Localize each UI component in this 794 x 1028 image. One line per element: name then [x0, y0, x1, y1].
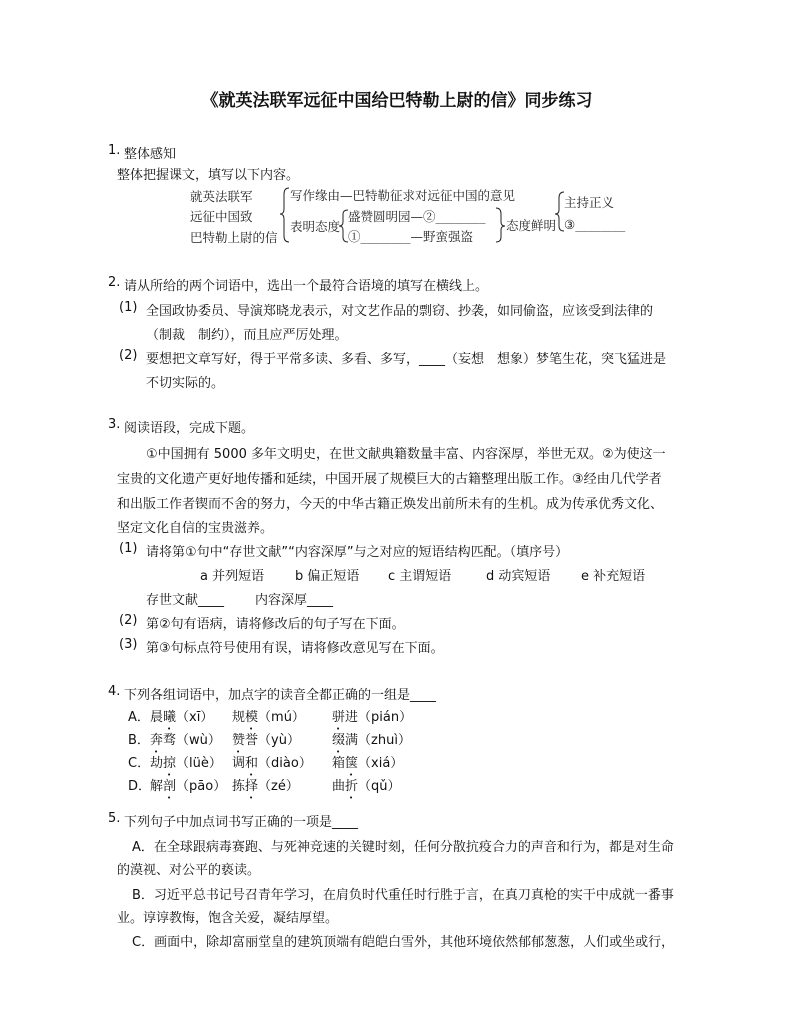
q2-stem: 请从所给的两个词语中，选出一个最符合语境的填写在横线上。 [124, 279, 489, 294]
outline-attitude-label: 表明态度 [290, 219, 341, 234]
q3-option-e: e 补充短语 [581, 569, 646, 584]
q4-word [232, 775, 299, 802]
q3-sub1-text: 请将第①句中“存世文献”“内容深厚”与之对应的短语结构匹配。（填序号） [146, 545, 569, 560]
word-char: 骛 [163, 733, 177, 748]
q3-para-line-4: 坚定文化自信的宝贵滋养。 [117, 521, 274, 536]
q5-option-c-line-1: C．画面中，除却富丽堂皇的建筑顶端有皑皑白雪外，其他环境依然郁郁葱葱，人们或坐或行， [132, 935, 675, 950]
q5-option-b-line-2: 业。谆谆教悔，饱含关爱，凝结厚望。 [117, 911, 339, 926]
q4-option-label: C． [128, 756, 151, 771]
pinyin: （pián） [358, 710, 413, 725]
pinyin: （yù） [258, 733, 300, 748]
q4-option-label: D． [128, 779, 152, 794]
pinyin: （xī） [176, 710, 214, 725]
dotted-char: 折 [345, 779, 359, 794]
q3-sub2-text: 第②句有语病，请将修改后的句子写在下面。 [146, 617, 405, 632]
outline-blank-3: ③________ [564, 217, 626, 232]
q3-option-c: c 主谓短语 [388, 569, 452, 584]
outline-condemn: ①________—野蛮强盗 [348, 229, 474, 244]
q2-item-2-line-1: 要想把文章写好，得于平常多读、多看、多写，____（妄想 想象）梦笔生花，突飞猛进是 [146, 352, 667, 367]
word-char: 誉 [245, 733, 259, 748]
dotted-char: 箧 [345, 756, 359, 771]
dotted-char: 择 [245, 779, 259, 794]
q5-option-a-line-1: A．在全球跟病毒赛跑、与死神竞速的关键时刻，任何分散抗疫合力的声音和行为，都是对生命 [132, 840, 674, 855]
dotted-char: 赞 [232, 733, 246, 748]
q5-number: 5. [108, 811, 121, 826]
pinyin: （diào） [258, 756, 312, 771]
pinyin: （lüè） [176, 756, 222, 771]
q3-fill-1: 存世文献____ [146, 593, 225, 608]
q4-word [150, 775, 226, 802]
q3-option-a: a 并列短语 [200, 569, 265, 584]
outline-attitude-brace [339, 210, 348, 242]
dotted-char: 和 [245, 756, 259, 771]
q3-option-d: d 动宾短语 [486, 569, 551, 584]
q4-word [332, 775, 401, 802]
q2-item-2-number: (2) [119, 348, 138, 363]
q3-fill-2: 内容深厚____ [255, 593, 334, 608]
pinyin: （xiá） [358, 756, 404, 771]
page-title: 《就英法联军远征中国给巴特勒上尉的信》同步练习 [201, 91, 593, 111]
q3-para-line-1: ①中国拥有 5000 多年文明史，在世文献典籍数量丰富、内容深厚，举世无双。②为使这一 [146, 447, 666, 462]
dotted-char: 模 [245, 710, 259, 725]
dotted-char: 奔 [150, 733, 164, 748]
q3-number: 3. [108, 417, 121, 432]
word-char: 满 [345, 733, 359, 748]
q3-sub3-text: 第③句标点符号使用有误，请将修改意见写在下面。 [146, 641, 444, 656]
outline-reason: 写作缘由—巴特勒征求对远征中国的意见 [290, 188, 516, 203]
q4-number: 4. [108, 684, 121, 699]
pinyin: （wù） [176, 733, 221, 748]
outline-closing-brace [496, 208, 505, 242]
q3-para-line-2: 宝贵的文化遗产更好地传播和延续，中国开展了规模巨大的古籍整理出版工作。③经由几代学者 [117, 472, 662, 487]
q4-stem: 下列各组词语中，加点字的读音全都正确的一组是____ [124, 688, 437, 703]
pinyin: （mú） [258, 710, 305, 725]
q1-heading: 整体感知 [124, 147, 177, 162]
q5-option-a-line-2: 的漠视、对公平的亵读。 [117, 863, 261, 878]
outline-root-line-1: 就英法联军 [190, 189, 253, 204]
q3-sub2-number: (2) [119, 613, 138, 628]
q3-para-line-3: 和出版工作者锲而不舍的努力，今天的中华古籍正焕发出前所未有的生机。成为传承优秀文化、 [117, 497, 664, 512]
outline-clear-attitude: 态度鲜明 [506, 218, 557, 233]
q3-sub3-number: (3) [119, 637, 138, 652]
outline-right-brace [555, 192, 564, 231]
q2-number: 2. [108, 275, 121, 290]
q5-option-b-line-1: B．习近平总书记号召青年学习，在肩负时代重任时行胜于言，在真刀真枪的实干中成就一番事 [132, 888, 674, 903]
word-char: 拣 [232, 779, 246, 794]
dotted-char: 骈 [332, 710, 346, 725]
word-char: 解 [150, 779, 164, 794]
word-char: 晨 [150, 710, 164, 725]
q4-option-label: A． [128, 710, 150, 725]
q2-item-2-line-2: 不切实际的。 [146, 376, 225, 391]
q3-stem: 阅读语段，完成下题。 [124, 421, 255, 436]
outline-praise: 盛赞圆明园—②________ [348, 209, 486, 224]
word-char: 箱 [332, 756, 346, 771]
q2-item-1-line-2: （制裁 制约），而且应严厉处理。 [146, 328, 348, 343]
word-char: 进 [345, 710, 359, 725]
q1-outline-diagram [180, 184, 650, 248]
q2-item-1-number: (1) [119, 300, 138, 315]
q3-sub1-number: (1) [119, 541, 138, 556]
outline-root-line-3: 巴特勒上尉的信 [190, 230, 278, 245]
pinyin: （qǔ） [358, 779, 401, 794]
pinyin: （pāo） [176, 779, 227, 794]
word-char: 劫 [150, 756, 164, 771]
q1-instruction: 整体把握课文，填写以下内容。 [117, 168, 300, 183]
dotted-char: 曦 [163, 710, 177, 725]
outline-main-brace [280, 188, 289, 242]
outline-root-line-2: 远征中国致 [190, 209, 253, 224]
outline-justice: 主持正义 [564, 195, 615, 210]
pinyin: （zhuì） [358, 733, 411, 748]
word-char: 调 [232, 756, 246, 771]
q4-option-label: B． [128, 733, 150, 748]
q5-stem: 下列句子中加点词书写正确的一项是____ [124, 815, 359, 830]
q3-option-b: b 偏正短语 [295, 569, 360, 584]
word-char: 规 [232, 710, 246, 725]
dotted-char: 剖 [163, 779, 177, 794]
pinyin: （zé） [258, 779, 299, 794]
word-char: 曲 [332, 779, 346, 794]
dotted-char: 掠 [163, 756, 177, 771]
dotted-char: 缀 [332, 733, 346, 748]
q2-item-1-line-1: 全国政协委员、导演郑晓龙表示，对文艺作品的剽窃、抄袭，如同偷盗，应该受到法律的 [146, 304, 654, 319]
q1-number: 1. [108, 143, 121, 158]
